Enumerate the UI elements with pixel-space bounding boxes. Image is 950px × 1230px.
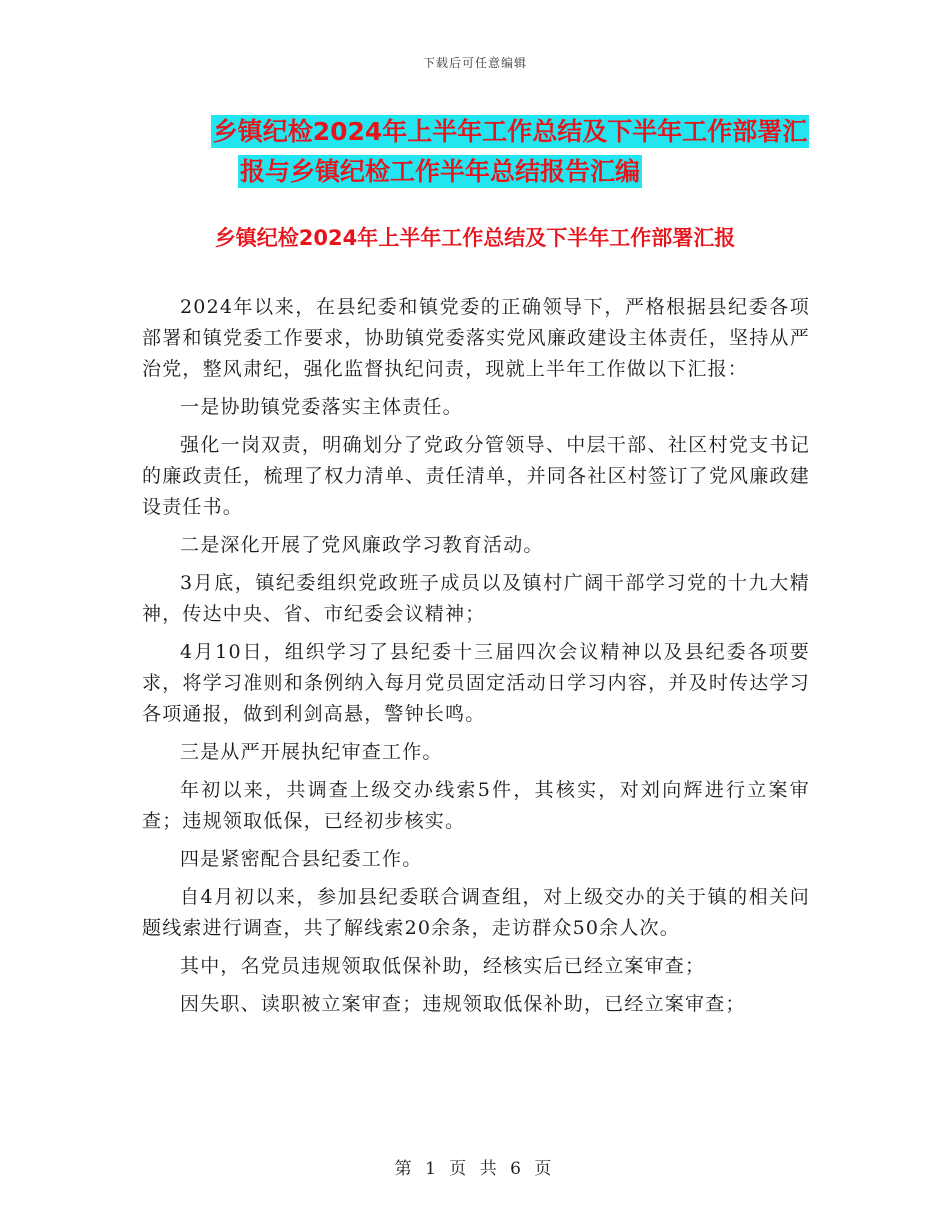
paragraph: 三是从严开展执纪审查工作。: [180, 741, 443, 763]
paragraph: 因失职、读职被立案审查；违规领取低保补助，已经立案审查；: [180, 993, 746, 1015]
header-note: 下载后可任意编辑: [422, 56, 527, 70]
document-title: [0, 112, 950, 192]
paragraph: 年初以来，共调查上级交办线索5件，其核实，对刘向辉进行立案审查；违规领取低保，已经初步核实。: [142, 779, 810, 832]
document-title-line-1: [70, 112, 950, 152]
body-text: [142, 292, 810, 1027]
section-title: 乡镇纪检2024年上半年工作总结及下半年工作部署汇报: [214, 226, 736, 250]
page-footer: 第 1 页 共 6 页: [394, 1159, 556, 1179]
paragraph: 4月10日，组织学习了县纪委十三届四次会议精神以及县纪委各项要求，将学习准则和条例纳入每月党员固定活动日学习内容，并及时传达学习各项通报，做到利剑高悬，警钟长鸣。: [142, 641, 810, 725]
title-highlight-2: 报与乡镇纪检工作半年总结报告汇编: [239, 157, 640, 186]
paragraph: 2024年以来，在县纪委和镇党委的正确领导下，严格根据县纪委各项部署和镇党委工作要求，协助镇党委落实党风廉政建设主体责任，坚持从严治党，整风肃纪，强化监督执纪问责，现就上半年工作做以下汇报：: [142, 296, 810, 380]
paragraph: 3月底，镇纪委组织党政班子成员以及镇村广阔干部学习党的十九大精神，传达中央、省、市纪委会议精神；: [142, 572, 810, 625]
document-title-line-2: [0, 152, 950, 192]
title-highlight-1: 乡镇纪检2024年上半年工作总结及下半年工作部署汇: [212, 117, 808, 146]
paragraph: 一是协助镇党委落实主体责任。: [180, 396, 463, 418]
paragraph: 四是紧密配合县纪委工作。: [180, 848, 423, 870]
paragraph: 其中，名党员违规领取低保补助，经核实后已经立案审查；: [180, 955, 706, 977]
paragraph: 二是深化开展了党风廉政学习教育活动。: [180, 534, 544, 556]
paragraph: 自4月初以来，参加县纪委联合调查组，对上级交办的关于镇的相关问题线索进行调查，共了解线索20余条，走访群众50余人次。: [142, 886, 810, 939]
paragraph: 强化一岗双责，明确划分了党政分管领导、中层干部、社区村党支书记的廉政责任，梳理了权力清单、责任清单，并同各社区村签订了党风廉政建设责任书。: [142, 434, 810, 518]
